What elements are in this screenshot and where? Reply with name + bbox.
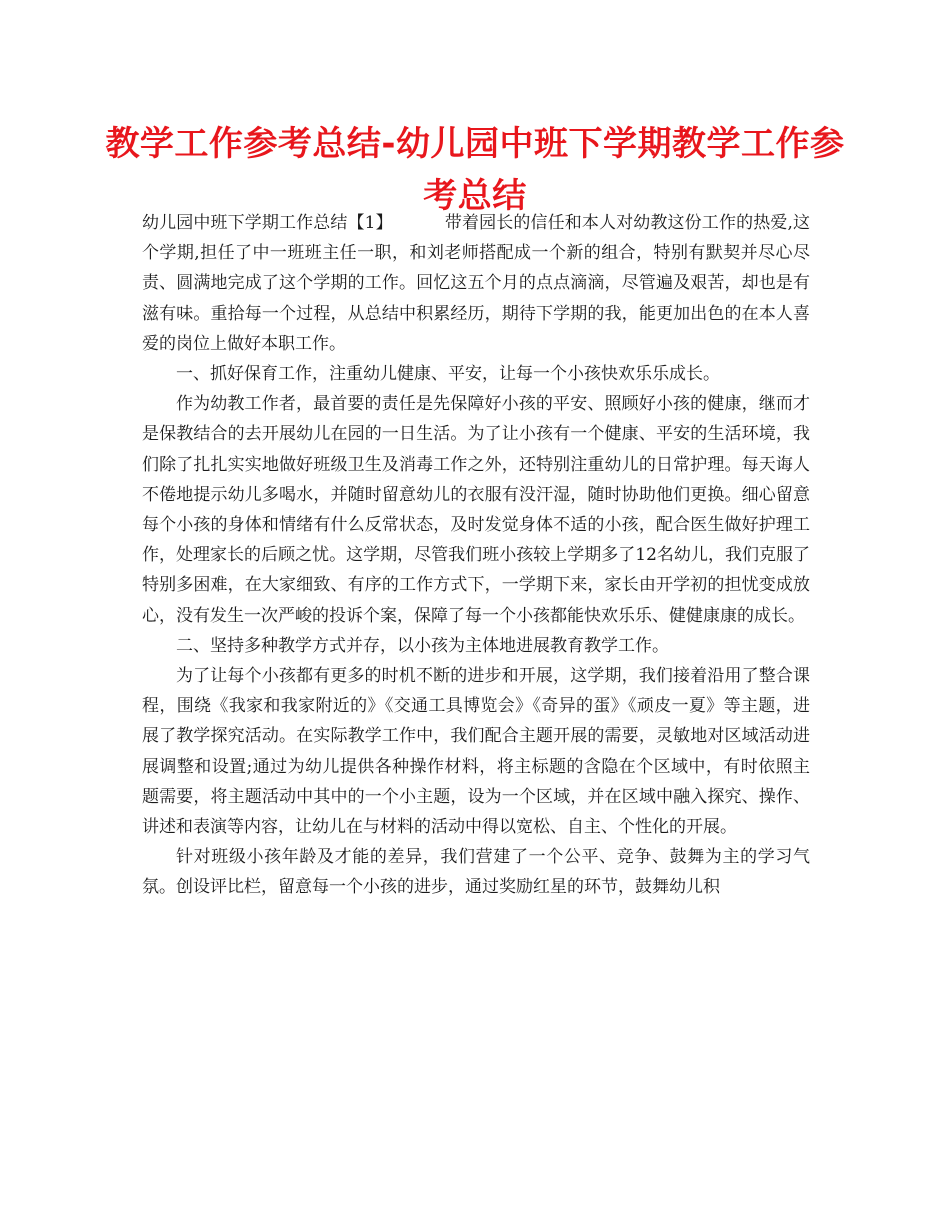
body-paragraph: 为了让每个小孩都有更多的时机不断的进步和开展，这学期，我们接着沿用了整合课程，围绕《我家和我家附近的》《交通工具博览会》《奇异的蛋》《顽皮一夏》等主题，进展了教学探究活动。在实际教学工作中，我们配合主题开展的需要，灵敏地对区域活动进展调整和设置;通过为幼儿提供各种操作材料，将主标题的含隐在个区域中，有时依照主题需要，将主题活动中其中的一个小主题，设为一个区域，并在区域中融入探究、操作、讲述和表演等内容，让幼儿在与材料的活动中得以宽松、自主、个性化的开展。: [142, 666, 810, 838]
intro-paragraph: [142, 208, 810, 359]
document-body: [142, 208, 810, 903]
intro-label: 幼儿园中班下学期工作总结【1】: [142, 213, 393, 233]
section-heading-2: 二、坚持多种教学方式并存，以小孩为主体地进展教育教学工作。: [176, 635, 669, 656]
body-paragraph: 针对班级小孩年龄及才能的差异，我们营建了一个公平、竞争、鼓舞为主的学习气氛。创设评比栏，留意每一个小孩的进步，通过奖励红星的环节，鼓舞幼儿积: [142, 847, 810, 898]
section-heading-1: 一、抓好保育工作，注重幼儿健康、平安，让每一个小孩快欢乐乐成长。: [176, 364, 720, 385]
intro-text: 带着园长的信任和本人对幼教这份工作的热爱,这个学期,担任了中一班班主任一职，和刘老师搭配成一个新的组合，特别有默契并尽心尽责、圆满地完成了这个学期的工作。回忆这五个月的点点滴滴，尽管遍及艰苦，却也是有滋有味。重拾每一个过程，从总结中积累经历，期待下学期的我，能更加出色的在本人喜爱的岗位上做好本职工作。: [142, 213, 810, 354]
body-paragraph: 作为幼教工作者，最首要的责任是先保障好小孩的平安、照顾好小孩的健康，继而才是保教结合的去开展幼儿在园的一日生活。为了让小孩有一个健康、平安的生活环境，我们除了扎扎实实地做好班级卫生及消毒工作之外，还特别注重幼儿的日常护理。每天诲人不倦地提示幼儿多喝水，并随时留意幼儿的衣服有没汗湿，随时协助他们更换。细心留意每个小孩的身体和情绪有什么反常状态，及时发觉身体不适的小孩，配合医生做好护理工作，处理家长的后顾之忧。这学期，尽管我们班小孩较上学期多了12名幼儿，我们克服了特别多困难，在大家细致、有序的工作方式下，一学期下来，家长由开学初的担忧变成放心，没有发生一次严峻的投诉个案，保障了每一个小孩都能快欢乐乐、健健康康的成长。: [142, 394, 810, 626]
document-title: 教学工作参考总结-幼儿园中班下学期教学工作参考总结: [105, 124, 845, 216]
